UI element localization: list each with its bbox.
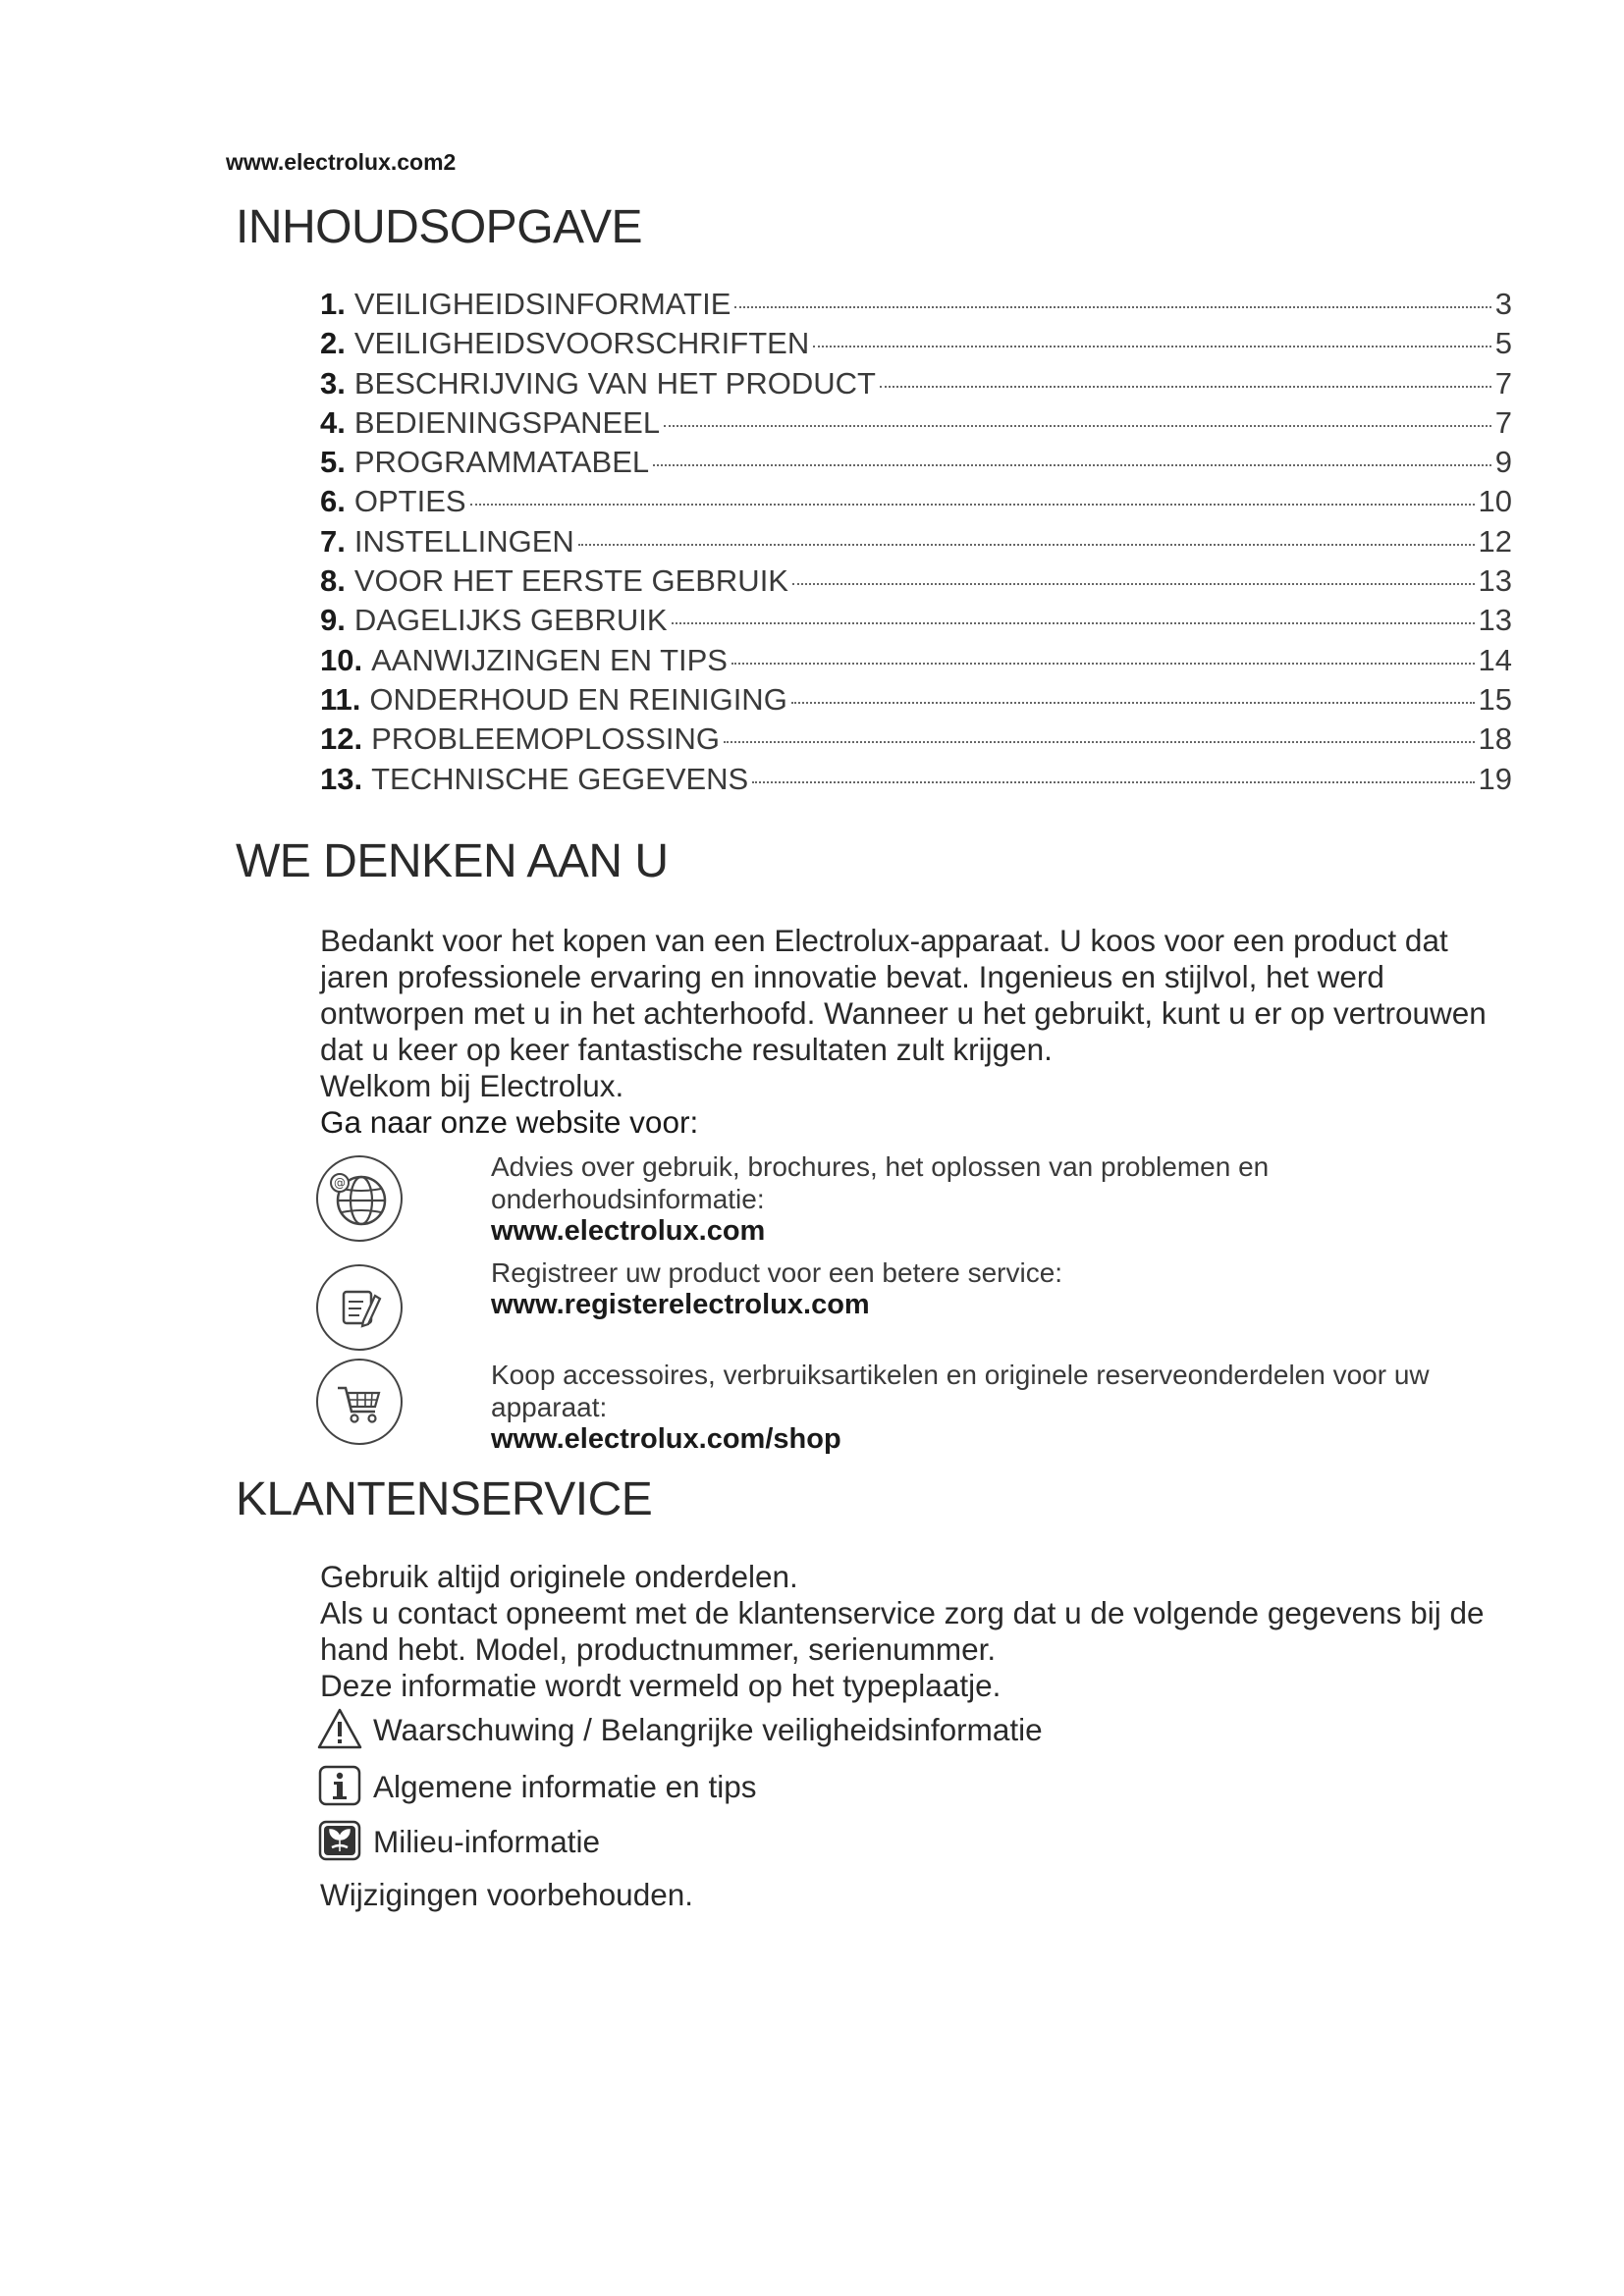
toc-item-label: PROBLEEMOPLOSSING bbox=[371, 721, 720, 757]
toc-item-label: BESCHRIJVING VAN HET PRODUCT bbox=[353, 365, 876, 400]
toc-leader-dots bbox=[880, 386, 1491, 388]
toc-item-number: 4. bbox=[320, 404, 346, 440]
website-row-support bbox=[316, 1150, 1534, 1249]
toc-item-number: 9. bbox=[320, 603, 346, 638]
toc-item[interactable] bbox=[320, 524, 1512, 563]
welcome-line: Welkom bij Electrolux. bbox=[320, 1068, 624, 1103]
toc-item-label: AANWIJZINGEN EN TIPS bbox=[371, 642, 728, 677]
toc-item-number: 10. bbox=[320, 642, 363, 677]
website-description: Advies over gebruik, brochures, het oplossen van problemen en onderhoudsinformatie: bbox=[491, 1151, 1270, 1214]
toc-item[interactable] bbox=[320, 682, 1512, 721]
toc-leader-dots bbox=[792, 583, 1475, 585]
website-text-shop bbox=[491, 1359, 1522, 1456]
environment-icon bbox=[316, 1818, 363, 1865]
klant-line-1: Gebruik altijd originele onderdelen. bbox=[320, 1559, 798, 1594]
website-link[interactable]: www.registerelectrolux.com bbox=[491, 1289, 870, 1320]
legend-label: Algemene informatie en tips bbox=[373, 1768, 757, 1804]
legend-environment bbox=[316, 1818, 600, 1865]
klantenservice-title: KLANTENSERVICE bbox=[236, 1473, 653, 1525]
toc-item[interactable] bbox=[320, 603, 1512, 642]
toc-title: INHOUDSOPGAVE bbox=[236, 201, 643, 253]
toc-item-page: 12 bbox=[1478, 523, 1512, 559]
toc-leader-dots bbox=[672, 622, 1475, 624]
toc-item-number: 1. bbox=[320, 287, 346, 321]
toc-item[interactable] bbox=[320, 484, 1512, 523]
toc-leader-dots bbox=[752, 781, 1474, 783]
table-of-contents bbox=[320, 287, 1512, 801]
info-icon bbox=[316, 1763, 363, 1810]
toc-item-label: ONDERHOUD EN REINIGING bbox=[369, 681, 787, 717]
toc-item[interactable] bbox=[320, 563, 1512, 603]
website-row-shop bbox=[316, 1359, 1534, 1457]
intro-text bbox=[320, 923, 1518, 1141]
toc-item-number: 8. bbox=[320, 563, 346, 599]
toc-item-page: 15 bbox=[1478, 681, 1512, 717]
toc-item-label: OPTIES bbox=[353, 484, 466, 519]
toc-item-page: 19 bbox=[1478, 761, 1512, 796]
toc-item-page: 10 bbox=[1478, 484, 1512, 519]
website-text-support bbox=[491, 1150, 1522, 1248]
klantenservice-text bbox=[320, 1559, 1518, 1704]
website-text-register bbox=[491, 1256, 1522, 1321]
legend-warning bbox=[316, 1706, 1043, 1753]
toc-item-label: TECHNISCHE GEGEVENS bbox=[371, 761, 749, 796]
toc-leader-dots bbox=[813, 346, 1491, 347]
toc-item-number: 2. bbox=[320, 326, 346, 361]
website-link[interactable]: www.electrolux.com/shop bbox=[491, 1423, 841, 1455]
toc-item-number: 7. bbox=[320, 523, 346, 559]
footnote-text: Wijzigingen voorbehouden. bbox=[320, 1877, 693, 1912]
toc-item-page: 13 bbox=[1478, 563, 1512, 599]
toc-leader-dots bbox=[653, 464, 1491, 466]
toc-item-number: 5. bbox=[320, 445, 346, 480]
toc-item[interactable] bbox=[320, 366, 1512, 405]
toc-item-page: 7 bbox=[1494, 404, 1512, 440]
toc-item-page: 5 bbox=[1494, 326, 1512, 361]
legend-info bbox=[316, 1763, 756, 1810]
visit-line: Ga naar onze website voor: bbox=[320, 1104, 699, 1140]
header-url: www.electrolux.com2 bbox=[226, 149, 457, 175]
klant-line-2: Als u contact opneemt met de klantenservice zorg dat u de volgende gegevens bij de hand hebt. Model, productnummer, serienummer. bbox=[320, 1595, 1485, 1667]
warning-icon bbox=[316, 1706, 363, 1753]
toc-leader-dots bbox=[791, 702, 1475, 704]
toc-item-page: 9 bbox=[1494, 445, 1512, 480]
toc-leader-dots bbox=[734, 306, 1490, 308]
toc-item-label: BEDIENINGSPANEEL bbox=[353, 404, 661, 440]
toc-item-number: 6. bbox=[320, 484, 346, 519]
toc-leader-dots bbox=[578, 544, 1475, 546]
cart-icon bbox=[316, 1359, 403, 1445]
website-description: Registreer uw product voor een betere service: bbox=[491, 1257, 1063, 1288]
toc-item[interactable] bbox=[320, 405, 1512, 445]
intro-paragraph: Bedankt voor het kopen van een Electrolux-apparaat. U koos voor een product dat jaren professionele ervaring en innovatie bevat. Ingenieus en stijlvol, het werd ontworpen met u in het achterhoofd. Wanneer u het gebruikt, kunt u er op vertrouwen dat u keer op keer fantastische resultaten zult krijgen. bbox=[320, 923, 1487, 1067]
toc-item-label: VEILIGHEIDSVOORSCHRIFTEN bbox=[353, 326, 810, 361]
toc-item-page: 7 bbox=[1494, 365, 1512, 400]
toc-item[interactable] bbox=[320, 287, 1512, 326]
toc-item-label: PROGRAMMATABEL bbox=[353, 445, 650, 480]
toc-item[interactable] bbox=[320, 762, 1512, 801]
website-row-register bbox=[316, 1256, 1534, 1355]
toc-item-number: 11. bbox=[320, 681, 361, 717]
toc-item[interactable] bbox=[320, 445, 1512, 484]
website-link[interactable]: www.electrolux.com bbox=[491, 1215, 766, 1247]
toc-item-number: 12. bbox=[320, 721, 363, 757]
toc-leader-dots bbox=[470, 504, 1475, 506]
toc-leader-dots bbox=[731, 663, 1475, 665]
toc-item-page: 3 bbox=[1494, 287, 1512, 321]
toc-item-label: VOOR HET EERSTE GEBRUIK bbox=[353, 563, 788, 599]
toc-item[interactable] bbox=[320, 326, 1512, 365]
footnote bbox=[320, 1877, 1518, 1913]
toc-leader-dots bbox=[724, 741, 1475, 743]
toc-item-number: 3. bbox=[320, 365, 346, 400]
toc-leader-dots bbox=[664, 425, 1491, 427]
we-denken-title: WE DENKEN AAN U bbox=[236, 835, 669, 887]
register-icon bbox=[316, 1264, 403, 1351]
website-description: Koop accessoires, verbruiksartikelen en originele reserveonderdelen voor uw apparaat: bbox=[491, 1360, 1430, 1422]
toc-item-page: 18 bbox=[1478, 721, 1512, 757]
toc-item[interactable] bbox=[320, 721, 1512, 761]
toc-item-page: 13 bbox=[1478, 603, 1512, 638]
toc-item-page: 14 bbox=[1478, 642, 1512, 677]
toc-item[interactable] bbox=[320, 643, 1512, 682]
svg-text:@: @ bbox=[334, 1176, 346, 1190]
toc-item-label: INSTELLINGEN bbox=[353, 523, 574, 559]
toc-item-label: DAGELIJKS GEBRUIK bbox=[353, 603, 668, 638]
toc-item-label: VEILIGHEIDSINFORMATIE bbox=[353, 287, 731, 321]
legend-label: Milieu-informatie bbox=[373, 1823, 601, 1859]
globe-icon bbox=[316, 1155, 403, 1242]
toc-item-number: 13. bbox=[320, 761, 363, 796]
legend-label: Waarschuwing / Belangrijke veiligheidsinformatie bbox=[373, 1711, 1043, 1747]
klant-line-3: Deze informatie wordt vermeld op het typeplaatje. bbox=[320, 1668, 1001, 1703]
